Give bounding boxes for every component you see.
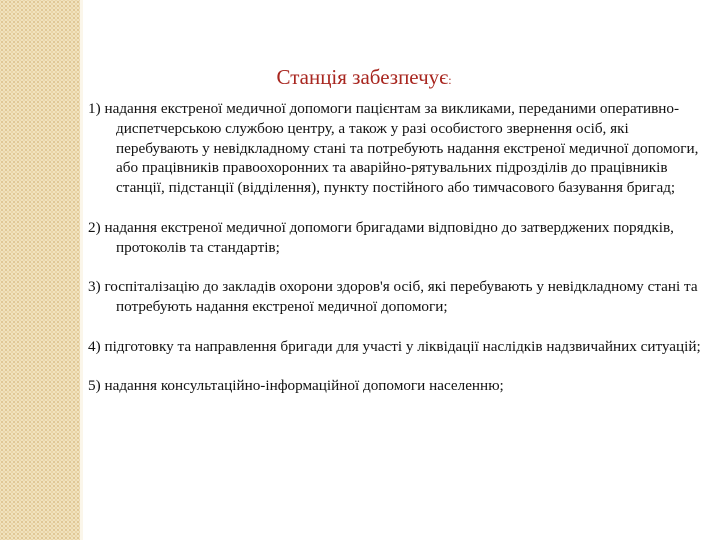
list-item-1: 1) надання екстреної медичної допомоги пацієнтам за викликами, переданими оперативно-диспетчерською службою центру, а також у разі особистого звернення осіб, які перебувають у невідкладному стані та потребують надання екстреної медичної допомоги, або працівників правоохоронних та аварійно-рятувальних підрозділів до працівників станції, підстанції (відділення), пункту постійного або тимчасового базування бригад;	[88, 100, 699, 197]
slide-title	[0, 62, 720, 95]
list-item-5: 5) надання консультаційно-інформаційної допомоги населенню;	[88, 377, 504, 395]
services-list	[88, 99, 710, 416]
list-item-3: 3) госпіталізацію до закладів охорони здоров'я осіб, які перебувають у невідкладному стані та потребують надання екстреної медичної допомоги;	[88, 278, 698, 315]
slide-title-text: Станція забезпечує	[276, 65, 449, 89]
slide-title-colon: :	[448, 73, 452, 87]
list-item-4: 4) підготовку та направлення бригади для участі у ліквідації наслідків надзвичайних ситуацій;	[88, 337, 701, 355]
list-item-2: 2) надання екстреної медичної допомоги бригадами відповідно до затверджених порядків, протоколів та стандартів;	[88, 218, 674, 256]
